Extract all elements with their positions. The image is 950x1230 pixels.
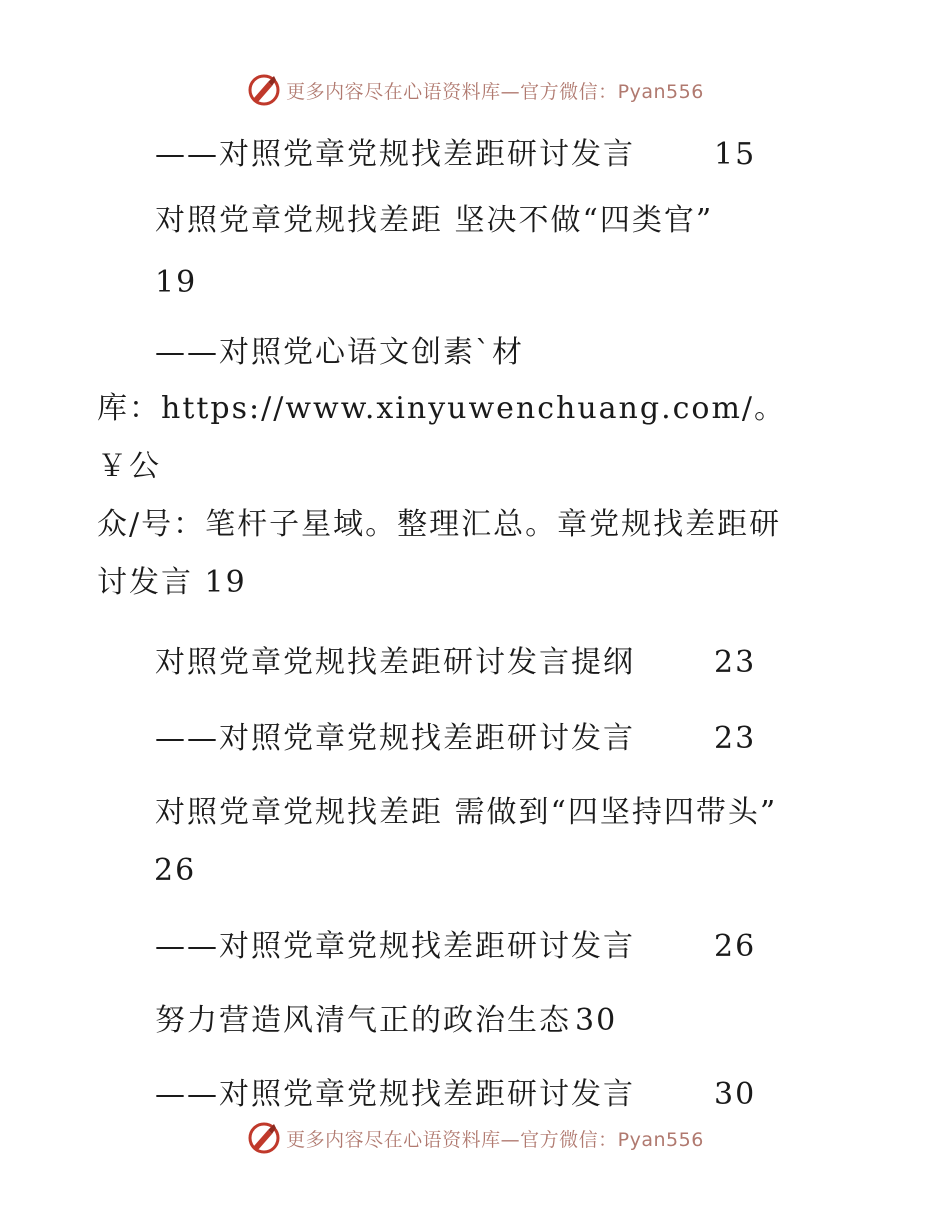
watermark-text: 更多内容尽在心语资料库—官方微信：Pyan556 [286, 80, 704, 103]
toc-entry-page-wrap [97, 838, 837, 914]
toc-entry [97, 914, 837, 988]
toc-entry-title: ——对照党章党规找差距研讨发言 [155, 137, 635, 172]
toc-entry [97, 706, 837, 780]
toc-entry-title: ——对照党心语文创素`材 [155, 335, 524, 370]
header-watermark [0, 70, 950, 110]
toc-entry-title: 对照党章党规找差距 坚决不做“四类官” [155, 203, 714, 238]
paragraph-line: 讨发言 19 [97, 565, 247, 600]
toc-entry-title: ——对照党章党规找差距研讨发言 [155, 929, 635, 964]
toc-page-number: 23 [714, 721, 757, 756]
toc-page-number: 26 [154, 853, 197, 888]
pen-logo-icon [246, 72, 282, 108]
toc-page-number: 30 [575, 1003, 618, 1038]
toc-entry [97, 630, 837, 706]
paragraph-line: 众/号：笔杆子星域。整理汇总。章党规找差距研 [97, 507, 782, 542]
toc-entry [97, 988, 837, 1062]
toc-entry [97, 188, 837, 250]
toc-page-number: 15 [714, 137, 757, 172]
table-of-contents [97, 122, 837, 1128]
toc-page-number: 26 [714, 929, 757, 964]
toc-entry-title: 努力营造风清气正的政治生态 [155, 1003, 571, 1038]
paragraph-line: 库：https://www.xinyuwenchuang.com/。￥公 [97, 391, 787, 484]
toc-entry-page-wrap [97, 250, 837, 320]
footer-watermark [0, 1118, 950, 1158]
pen-logo-icon [246, 1120, 282, 1156]
toc-page-number: 23 [714, 645, 757, 680]
toc-inserted-paragraph [97, 380, 837, 612]
toc-page-number: 19 [155, 265, 198, 300]
watermark-text: 更多内容尽在心语资料库—官方微信：Pyan556 [286, 1128, 704, 1151]
toc-entry-title: 对照党章党规找差距研讨发言提纲 [155, 645, 635, 680]
toc-entry [97, 320, 837, 380]
toc-entry [97, 780, 837, 838]
toc-entry-title: 对照党章党规找差距 需做到“四坚持四带头” [155, 795, 778, 830]
toc-page-number: 30 [714, 1077, 757, 1112]
toc-entry-title: ——对照党章党规找差距研讨发言 [155, 721, 635, 756]
toc-entry [97, 122, 837, 188]
toc-entry-title: ——对照党章党规找差距研讨发言 [155, 1077, 635, 1112]
